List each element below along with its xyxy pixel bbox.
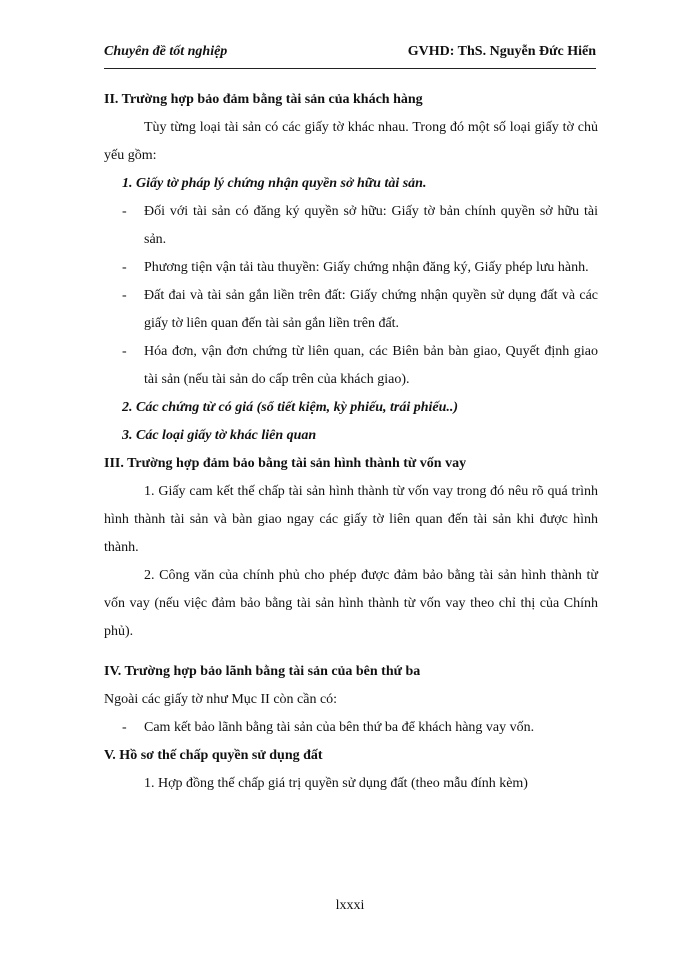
page-number: lxxxi [335,898,365,913]
section-4-title: IV. Trường hợp bảo lãnh bằng tài sản của bên thứ ba [104,664,421,679]
dash-bullet: - [122,720,127,735]
list-item-text: Phương tiện vận tải tàu thuyền: Giấy chứng nhận đăng ký, Giấy phép lưu hành. [144,260,589,275]
list-item-text: Cam kết bảo lãnh bằng tài sản của bên thứ ba để khách hàng vay vốn. [144,720,535,735]
section-3-paragraph-2: 2. Công văn của chính phủ cho phép được đảm bảo bằng tài sản hình thành từ vốn vay (nếu việc đảm bảo bằng tài sản hình thành từ vốn vay theo chỉ thị của Chính phủ). [104,568,598,639]
list-item-text: Đất đai và tài sản gắn liền trên đất: Giấy chứng nhận quyền sử dụng đất và các giấy tờ liên quan đến tài sản gắn liền trên đất. [144,288,598,331]
spacer [104,646,598,658]
dash-bullet: - [122,344,127,359]
list-item [104,338,598,394]
list-item [104,282,598,338]
section-2-title: II. Trường hợp bảo đảm bằng tài sản của khách hàng [104,92,423,107]
section-3-paragraph-1: 1. Giấy cam kết thế chấp tài sản hình thành từ vốn vay trong đó nêu rõ quá trình hình thành tài sản và bàn giao ngay các giấy tờ liên quan đến tài sản khi được hình thành. [104,484,598,555]
list-item [104,198,598,254]
section-2-sub-3: 3. Các loại giấy tờ khác liên quan [122,428,317,443]
list-item-text: Đối với tài sản có đăng ký quyền sở hữu: Giấy tờ bản chính quyền sở hữu tài sản. [144,204,598,247]
list-item-text: Hóa đơn, vận đơn chứng từ liên quan, các Biên bản bàn giao, Quyết định giao tài sản (nếu tài sản do cấp trên của khách giao). [144,344,598,387]
section-2-intro: Tùy từng loại tài sản có các giấy tờ khác nhau. Trong đó một số loại giấy tờ chủ yếu gồm: [104,120,598,163]
section-5-title: V. Hồ sơ thế chấp quyền sử dụng đất [104,748,323,763]
section-2-sub-2: 2. Các chứng từ có giá (sổ tiết kiệm, kỳ phiếu, trái phiếu..) [122,400,459,415]
section-3-title: III. Trường hợp đảm bảo bằng tài sản hình thành từ vốn vay [104,456,467,471]
header-right: GVHD: ThS. Nguyễn Đức Hiển [407,44,596,59]
dash-bullet: - [122,204,127,219]
section-2-sub-1: 1. Giấy tờ pháp lý chứng nhận quyền sở hữu tài sản. [122,176,427,191]
document-body [104,86,598,798]
header-left: Chuyên đề tốt nghiệp [104,44,228,59]
section-5-paragraph-1: 1. Hợp đồng thế chấp giá trị quyền sử dụng đất (theo mẫu đính kèm) [144,776,528,791]
list-item [104,714,598,742]
header-rule [104,68,596,69]
dash-bullet: - [122,260,127,275]
dash-bullet: - [122,288,127,303]
list-item [104,254,598,282]
section-4-intro: Ngoài các giấy tờ như Mục II còn cần có: [104,692,338,707]
page-header [104,44,596,60]
